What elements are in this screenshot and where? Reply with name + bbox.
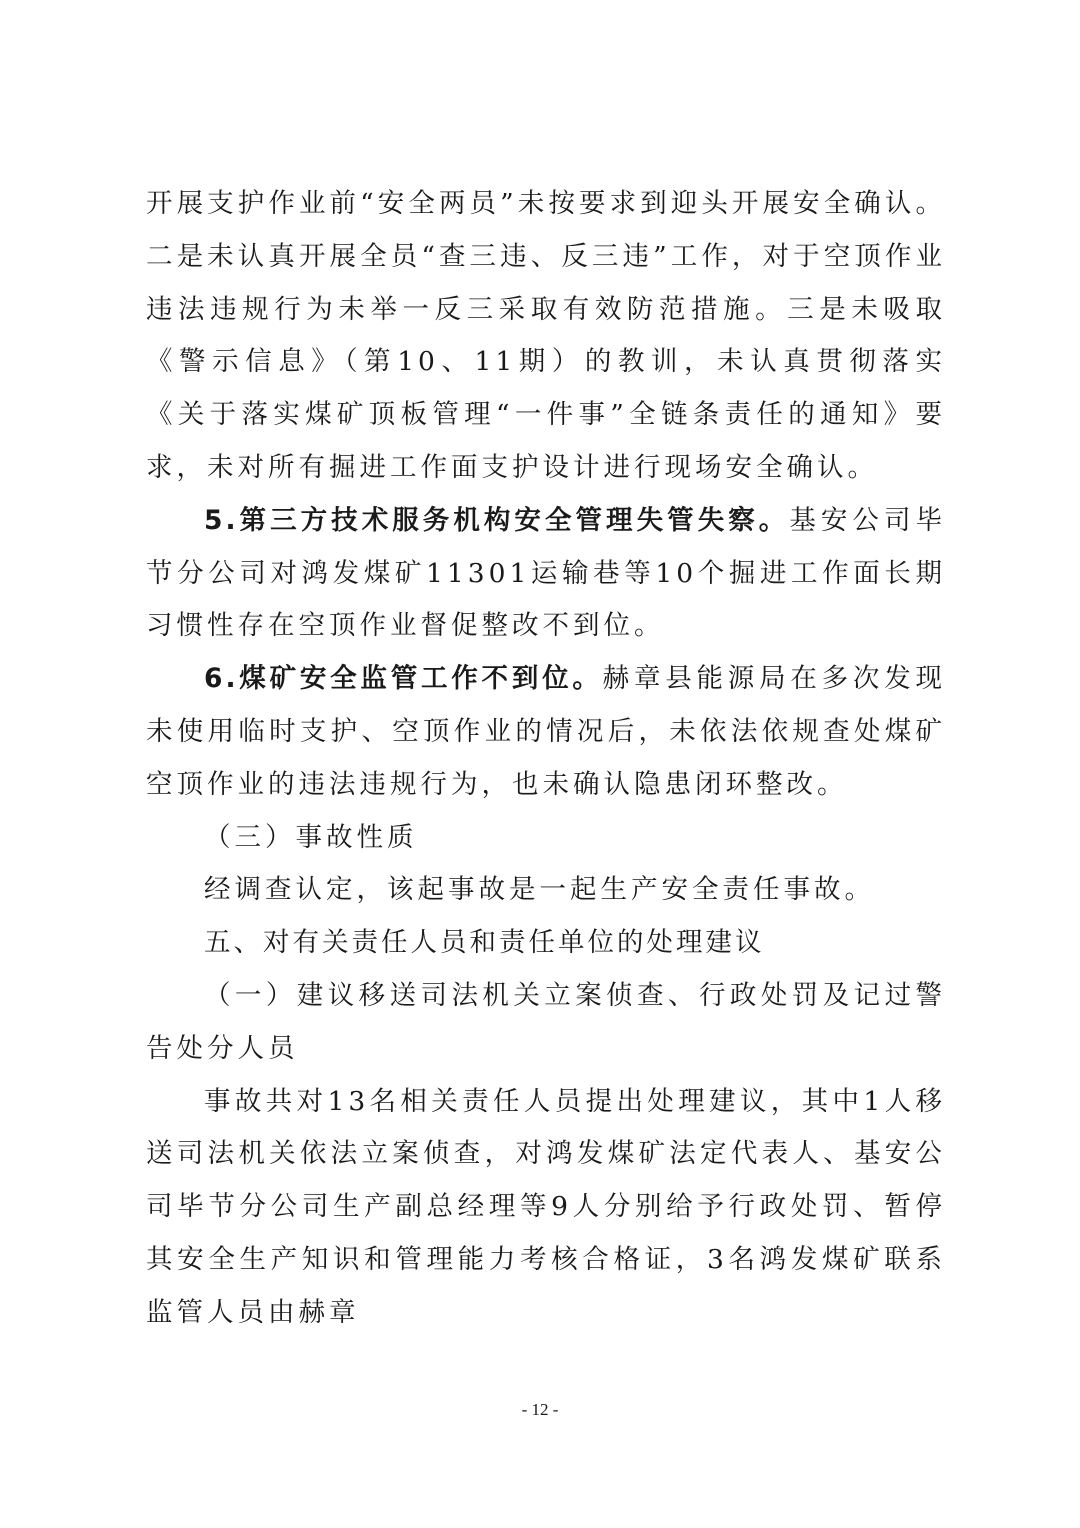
paragraph-text: （一）建议移送司法机关立案侦查、行政处罚及记过警告处分人员 [146,979,946,1064]
paragraph-text: 基安公司毕节分公司对鸿发煤矿11301运输巷等10个掘进工作面长期习惯性存在空顶作业督促整改不到位。 [146,504,946,642]
paragraph-continued [146,178,946,495]
paragraph-item-6 [146,653,946,811]
paragraph-item-5 [146,495,946,653]
paragraph-responsible-persons [146,1076,946,1340]
page-number: - 12 - [521,1400,559,1419]
paragraph-text: 经调查认定，该起事故是一起生产安全责任事故。 [204,874,875,906]
subsection-heading-accident-nature [146,812,946,865]
item-lead-heading: 6.煤矿安全监管工作不到位。 [204,663,603,695]
section-heading-text: 五、对有关责任人员和责任单位的处理建议 [204,927,765,959]
paragraph-accident-finding [146,864,946,917]
paragraph-text: 事故共对13名相关责任人员提出处理建议，其中1人移送司法机关依法立案侦查，对鸿发煤矿法定代表人、基安公司毕节分公司生产副总经理等9人分别给予行政处罚、暂停其安全生产知识和管理能力考核合格证，3名鸿发煤矿联系监管人员由赫章 [146,1085,946,1328]
document-body [146,178,946,1340]
item-lead-heading: 5.第三方技术服务机构安全管理失管失察。 [204,504,790,536]
paragraph-text: （三）事故性质 [204,821,418,853]
section-heading-handling-suggestions [146,917,946,970]
subsection-heading-referral [146,970,946,1076]
paragraph-text: 赫章县能源局在多次发现未使用临时支护、空顶作业的情况后，未依法依规查处煤矿空顶作业的违法违规行为，也未确认隐患闭环整改。 [146,663,946,800]
paragraph-text: 开展支护作业前“安全两员”未按要求到迎头开展安全确认。二是未认真开展全员“查三违、反三违”工作，对于空顶作业违法违规行为未举一反三采取有效防范措施。三是未吸取《警示信息》（第10、11期）的教训，未认真贯彻落实《关于落实煤矿顶板管理“一件事”全链条责任的通知》要求，未对所有掘进工作面支护设计进行现场安全确认。 [146,188,946,483]
